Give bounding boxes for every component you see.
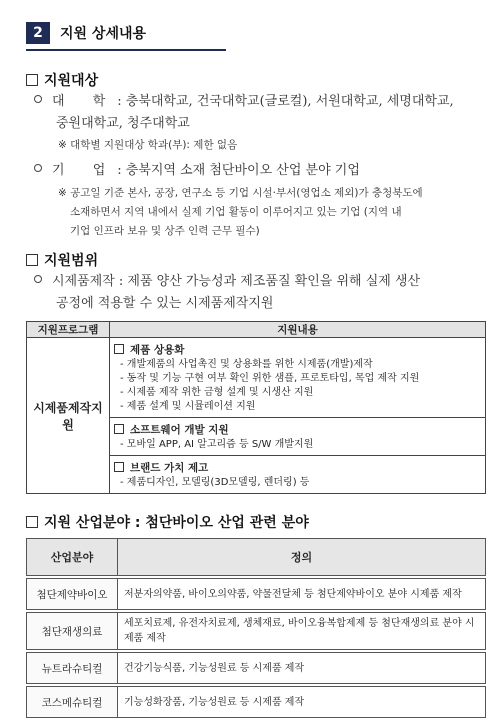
program-content-cell: [110, 338, 486, 494]
table-row: [27, 579, 486, 610]
square-bullet-icon: [26, 74, 38, 86]
company-label: 기 업: [52, 163, 118, 178]
field-cell: 첨단재생의료: [27, 613, 118, 650]
content-item: - 모바일 APP, AI 알고리즘 등 S/W 개발지원: [120, 439, 314, 450]
definition-cell: 건강기능식품, 기능성원료 등 시제품 제작: [118, 653, 486, 684]
scope-line: 시제품제작 : 제품 양산 가능성과 제조품질 확인을 위해 실제 생산: [34, 271, 494, 293]
content-item: - 개발제품의 사업촉진 및 상용화를 위한 시제품(개발)제작: [120, 359, 373, 370]
univ-text-cont: 중원대학교, 청주대학교: [56, 116, 190, 131]
target-heading: 지원대상: [26, 70, 98, 90]
univ-label: 대 학: [52, 94, 118, 109]
content-item: - 제품디자인, 모델링(3D모델링, 렌더링) 등: [120, 477, 310, 488]
industry-table: [26, 538, 486, 718]
company-note: ※ 공고일 기준 본사, 공장, 연구소 등 기업 시설·부서(영업소 제외)가 충청북도에 소재하면서 지역 내에서 실제 기업 활동이 이루어지고 있는 기업 (지역 내 기업 인프라 보유 및 상주 인력 근무 필수): [58, 187, 423, 237]
definition-cell: 기능성화장품, 기능성원료 등 시제품 제작: [118, 687, 486, 718]
content-item: - 동작 및 기능 구현 여부 확인 위한 샘플, 프로토타입, 목업 제작 지원: [120, 373, 420, 384]
content-item: - 시제품 제작 위한 금형 설계 및 시생산 지원: [120, 387, 314, 398]
program-name-cell: 시제품제작지원: [27, 338, 110, 494]
scope-heading: 지원범위: [26, 250, 98, 270]
definition-col-header: 정의: [118, 539, 486, 576]
table-row: [27, 613, 486, 650]
scope-line-cont: 공정에 적용할 수 있는 시제품제작지원: [56, 296, 274, 311]
checkbox-icon: [114, 462, 124, 472]
program-col-header: 지원프로그램: [27, 322, 110, 338]
field-col-header: 산업분야: [27, 539, 118, 576]
circle-bullet-icon: [34, 275, 42, 283]
definition-cell: 저분자의약품, 바이오의약품, 약물전달체 등 첨단제약바이오 분야 시제품 제작: [118, 579, 486, 610]
field-cell: 코스메슈티컬: [27, 687, 118, 718]
target-university: [34, 91, 494, 113]
company-text: : 충북지역 소재 첨단바이오 산업 분야 기업: [117, 163, 360, 178]
section-number: 2: [26, 22, 50, 44]
section-title: 지원 상세내용: [60, 26, 147, 42]
table-row: [27, 687, 486, 718]
circle-bullet-icon: [34, 95, 42, 103]
square-bullet-icon: [26, 516, 38, 528]
table-row: [27, 653, 486, 684]
content-block: 제품 상용화 - 개발제품의 사업촉진 및 상용화를 위한 시제품(개발)제작 - 동작 및 기능 구현 여부 확인 위한 샘플, 프로토타입, 목업 제작 지원 - 시제품 제작 위한 금형 설계 및 시생산 지원 - 제품 설계 및 시뮬레이션 지원: [110, 338, 485, 418]
square-bullet-icon: [26, 254, 38, 266]
checkbox-icon: [114, 344, 124, 354]
content-col-header: 지원내용: [110, 322, 486, 338]
content-block: 브랜드 가치 제고 - 제품디자인, 모델링(3D모델링, 렌더링) 등: [110, 456, 485, 493]
section-underline: [26, 49, 226, 51]
circle-bullet-icon: [34, 164, 42, 172]
industry-heading: 지원 산업분야 : 첨단바이오 산업 관련 분야: [26, 512, 309, 532]
field-cell: 뉴트라슈티컬: [27, 653, 118, 684]
program-table: [26, 321, 486, 494]
univ-text: : 충북대학교, 건국대학교(글로컬), 서원대학교, 세명대학교,: [117, 94, 454, 109]
univ-note: ※ 대학별 지원대상 학과(부): 제한 없음: [58, 139, 238, 151]
target-company: [34, 160, 494, 182]
field-cell: 첨단제약바이오: [27, 579, 118, 610]
content-block: 소프트웨어 개발 지원 - 모바일 APP, AI 알고리즘 등 S/W 개발지원: [110, 418, 485, 456]
section-header: [26, 14, 276, 52]
checkbox-icon: [114, 424, 124, 434]
definition-cell: 세포치료제, 유전자치료제, 생체재료, 바이오융복합제제 등 첨단재생의료 분야 시제품 제작: [118, 613, 486, 650]
content-item: - 제품 설계 및 시뮬레이션 지원: [120, 401, 256, 412]
